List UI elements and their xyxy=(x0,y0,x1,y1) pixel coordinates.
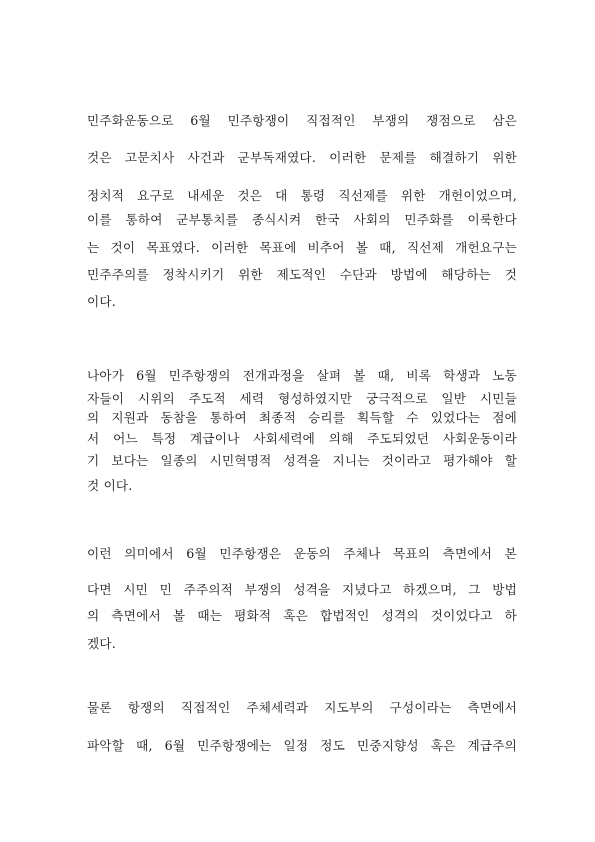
text-line: 서 어느 특정 계급이나 사회세력에 의해 주도되었던 사회운동이라 xyxy=(87,431,517,446)
text-line: 민주화운동으로 6월 민주항쟁이 직접적인 부쟁의 쟁점으로 삼은 xyxy=(87,113,517,128)
text-line: 파악할 때, 6월 민주항쟁에는 일정 정도 민중지향성 혹은 계급주의 xyxy=(87,738,517,753)
text-line: 의 지원과 동참을 통하여 최종적 승리를 획득할 수 있었다는 점에 xyxy=(87,410,517,425)
text-line: 이런 의미에서 6월 민주항쟁은 운동의 주체나 목표의 측면에서 본 xyxy=(87,546,517,561)
text-line: 자들이 시위의 주도적 세력 형성하였지만 궁극적으로 일반 시민들 xyxy=(87,391,517,406)
text-line: 기 보다는 일종의 시민혁명적 성격을 지니는 것이라고 평가해야 할 xyxy=(87,453,517,468)
text-line: 이를 통하여 군부통치를 종식시켜 한국 사회의 민주화를 이룩한다 xyxy=(87,212,517,227)
text-line: 이다. xyxy=(87,294,116,309)
text-line: 겠다. xyxy=(87,636,116,651)
text-line: 다면 시민 민 주주의적 부쟁의 성격을 지녔다고 하겠으며, 그 방법 xyxy=(87,582,517,597)
text-line: 나아가 6월 민주항쟁의 전개과정을 살펴 볼 때, 비록 학생과 노동 xyxy=(87,368,517,383)
text-line: 는 것이 목표였다. 이러한 목표에 비추어 볼 때, 직선제 개헌요구는 xyxy=(87,240,517,255)
text-line: 것 이다. xyxy=(87,478,133,493)
text-line: 민주주의를 정착시키기 위한 제도적인 수단과 방법에 해당하는 것 xyxy=(87,267,517,282)
text-line: 물론 항쟁의 직접적인 주체세력과 지도부의 구성이라는 측면에서 xyxy=(87,700,517,715)
text-line: 것은 고문치사 사건과 군부독재였다. 이러한 문제를 해결하기 위한 xyxy=(87,150,517,165)
text-line: 의 측면에서 볼 때는 평화적 혹은 합법적인 성격의 것이었다고 하 xyxy=(87,608,517,623)
text-line: 정치적 요구로 내세운 것은 대 통령 직선제를 위한 개헌이었으며, xyxy=(87,188,517,203)
